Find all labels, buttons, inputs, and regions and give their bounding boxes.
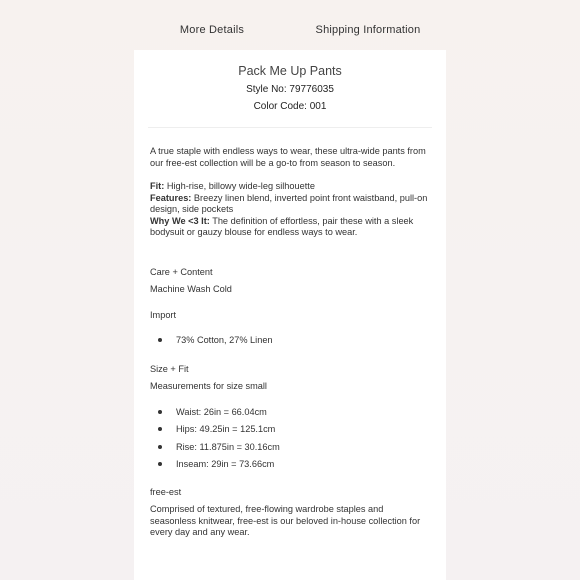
color-code: Color Code: 001 — [253, 101, 327, 112]
bullet-icon — [158, 462, 162, 466]
style-number: Style No: 79776035 — [246, 84, 334, 95]
care-import: Import — [150, 309, 177, 320]
why-line — [150, 216, 430, 239]
bullet-icon — [158, 410, 162, 414]
product-header — [134, 50, 446, 112]
tab-more-details[interactable]: More Details — [134, 14, 290, 52]
product-description: A true staple with endless ways to wear, these ultra-wide pants from our free-est collection will be a go-to from season to season. — [150, 146, 426, 168]
list-item: 73% Cotton, 27% Linen — [158, 335, 430, 347]
care-wash: Machine Wash Cold — [150, 284, 232, 294]
size-fit-subheading: Measurements for size small — [150, 381, 267, 391]
bullet-icon — [158, 445, 162, 449]
bullet-icon — [158, 338, 162, 342]
product-title: Pack Me Up Pants — [238, 64, 342, 78]
materials-list — [158, 335, 430, 347]
features-line — [150, 193, 430, 216]
brand-heading: free-est — [150, 486, 182, 497]
brand-description: Comprised of textured, free-flowing wardrobe staples and seasonless knitwear, free-est is our beloved in-house collection for every day and any wear. — [150, 504, 421, 537]
details-body — [134, 128, 446, 539]
care-heading: Care + Content — [150, 266, 213, 277]
fit-features-block — [150, 181, 430, 239]
why-label: Why We <3 It: — [150, 215, 210, 226]
fit-label: Fit: — [150, 181, 165, 191]
details-tabs — [134, 14, 446, 50]
features-label: Features: — [150, 192, 192, 203]
details-panel — [134, 50, 446, 580]
why-text: The definition of effortless, pair these with a sleek bodysuit or gauzy blouse for endless ways to wear. — [150, 215, 414, 237]
bullet-icon — [158, 427, 162, 431]
size-fit-heading: Size + Fit — [150, 363, 189, 374]
fit-line — [150, 181, 430, 193]
measurements-list — [158, 407, 430, 471]
list-item: Waist: 26in = 66.04cm — [158, 407, 430, 419]
list-item: Rise: 11.875in = 30.16cm — [158, 442, 430, 454]
fit-text: High-rise, billowy wide-leg silhouette — [164, 181, 315, 191]
list-item: Inseam: 29in = 73.66cm — [158, 459, 430, 471]
list-item: Hips: 49.25in = 125.1cm — [158, 424, 430, 436]
tab-shipping-information[interactable]: Shipping Information — [315, 24, 421, 36]
features-text: Breezy linen blend, inverted point front waistband, pull-on design, side pockets — [150, 192, 428, 214]
